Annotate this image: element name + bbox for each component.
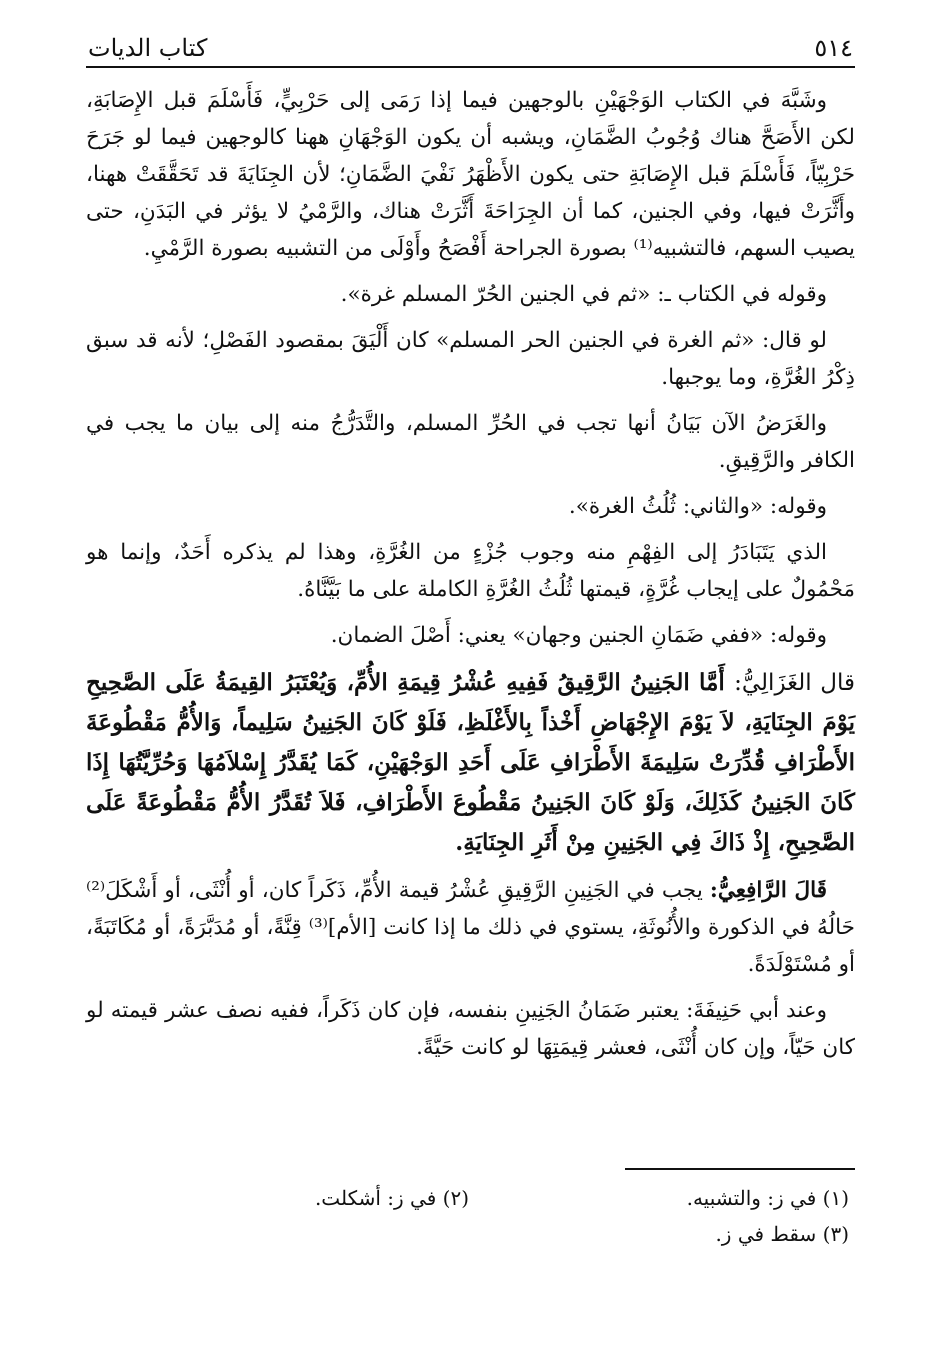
footnote-row	[86, 1216, 849, 1252]
footnote-2: (٢) في ز: أشكلت.	[314, 1186, 469, 1210]
footnote-1: (١) في ز: والتشبيه.	[686, 1186, 849, 1210]
paragraph: والغَرَضُ الآن بَيَانُ أنها تجب في الحُرِّ المسلم، والتَّدَرُّجُ منه إلى بيان ما يجب في الكافر والرَّقِيقِ.	[86, 411, 855, 473]
paragraph: وشَبَّهَ في الكتاب الوَجْهَيْنِ بالوجهين فيما إذا رَمَى إلى حَرْبِيٍّ، فَأَسْلَمَ قبل الإِصَابَةِ، لكن الأَصَحَّ هناك وُجُوبُ الضَّمَانِ، ويشبه أن يكون الوَجْهَانِ ههنا كالوجهين فيما لو جَرَحَ حَرْبِيّاً، فَأَسْلَمَ قبل الإِصَابَةِ حتى يكون الأَظْهَرُ نَفْيَ الضَّمَانِ؛ لأن الجِنَايَةَ قد تَحَقَّقَتْ ههنا، وأَثَّرَتْ فيها، وفي الجنين، كما أن الجِرَاحَةَ أَثَّرَتْ هناك، والرَّمْيُ لا يؤثر في البَدَنِ، حتى يصيب السهم، فالتشبيه⁽¹⁾ بصورة الجراحة أَفْصَحُ وأَوْلَى من التشبيه بصورة الرَّمْيِ.	[86, 88, 855, 261]
page-header	[88, 22, 853, 62]
rafii-paragraph	[86, 872, 855, 983]
paragraph: الذي يَتَبَادَرُ إلى الفِهْمِ منه وجوب جُزْءٍ من الغُرَّةِ، وهذا لم يذكره أَحَدٌ، وإنما هو مَحْمُولٌ على إيجاب غُرَّةٍ، قيمتها ثُلُثُ الغُرَّةِ الكاملة على ما بَيَّنَّاهُ.	[86, 540, 855, 602]
header-rule	[86, 66, 855, 68]
rafii-speaker: قَالَ الرَّافِعِيُّ:	[709, 878, 827, 903]
paragraph: لو قال: «ثم الغرة في الجنين الحر المسلم» كان أَلْيَقَ بمقصود الفَصْلِ؛ لأنه قد سبق ذِكْرُ الغُرَّةِ، وما يوجبها.	[86, 328, 855, 390]
ghazali-paragraph	[86, 663, 855, 863]
footnote-rule	[625, 1168, 855, 1170]
paragraph: وقوله في الكتاب ـ: «ثم في الجنين الحُرّ المسلم غرة».	[340, 282, 827, 307]
footnote-3: (٣) سقط في ز.	[715, 1222, 849, 1246]
footnotes	[86, 1180, 849, 1252]
rafii-text: يجب في الجَنِينِ الرَّقِيقِ عُشْرُ قيمة الأُمِّ، ذَكَراً كان، أو أُنْثَى، أو أَشْكَلَ⁽²⁾ حَالُهُ في الذكورة والأُنُوثَةِ، يستوي في ذلك ما إذا كانت [الأم]⁽³⁾ قِنَّةً، أو مُدَبَّرَةً، أو مُكَاتَبَةً، أو مُسْتَوْلَدَةً.	[86, 878, 855, 977]
footnote-row	[86, 1180, 849, 1216]
paragraph: وقوله: «والثاني: ثُلُثُ الغرة».	[568, 494, 827, 519]
page-number: ٥١٤	[814, 34, 853, 62]
ghazali-text: أَمَّا الجَنِينُ الرَّقِيقُ فَفِيهِ عُشْرُ قِيمَةِ الأُمِّ، وَيُعْتَبَرُ القِيمَةُ عَلَى الصَّحِيحِ يَوْمَ الجِنَايَةِ، لاَ يَوْمَ الإِجْهَاضِ أَخْذاً بِالأَغْلَظِ، فَلَوْ كَانَ الجَنِينُ سَلِيماً، وَالأُمُّ مَقْطُوعَةَ الأَطْرَافِ قُدِّرَتْ سَلِيمَةَ الأَطْرَافِ عَلَى أَحَدِ الوَجْهَيْنِ، كَمَا يُقَدَّرُ إِسْلاَمُهَا وَحُرِّيَّتُهَا إِذَا كَانَ الجَنِينُ كَذَلِكَ، وَلَوْ كَانَ الجَنِينُ مَقْطُوعَ الأَطْرَافِ، فَلاَ تُقَدَّرُ الأُمُّ مَقْطُوعَةً عَلَى الصَّحِيحِ، إِذْ ذَاكَ فِي الجَنِينِ مِنْ أَثَرِ الجِنَايَةِ.	[86, 669, 855, 856]
paragraph: وقوله: «ففي ضَمَانِ الجنين وجهان» يعني: أَصْلَ الضمان.	[330, 623, 827, 648]
ghazali-speaker: قال الغَزَالِيُّ:	[734, 670, 855, 696]
chapter-title: كتاب الديات	[88, 34, 208, 62]
paragraph: وعند أبي حَنِيفَةَ: يعتبر ضَمَانُ الجَنِينِ بنفسه، فإن كان ذَكَراً، ففيه نصف عشر قيمته لو كان حَيّاً، وإن كان أُنْثَى، فعشر قِيمَتِهَا لو كانت حَيَّةً.	[86, 998, 855, 1060]
body-text	[86, 82, 855, 1075]
